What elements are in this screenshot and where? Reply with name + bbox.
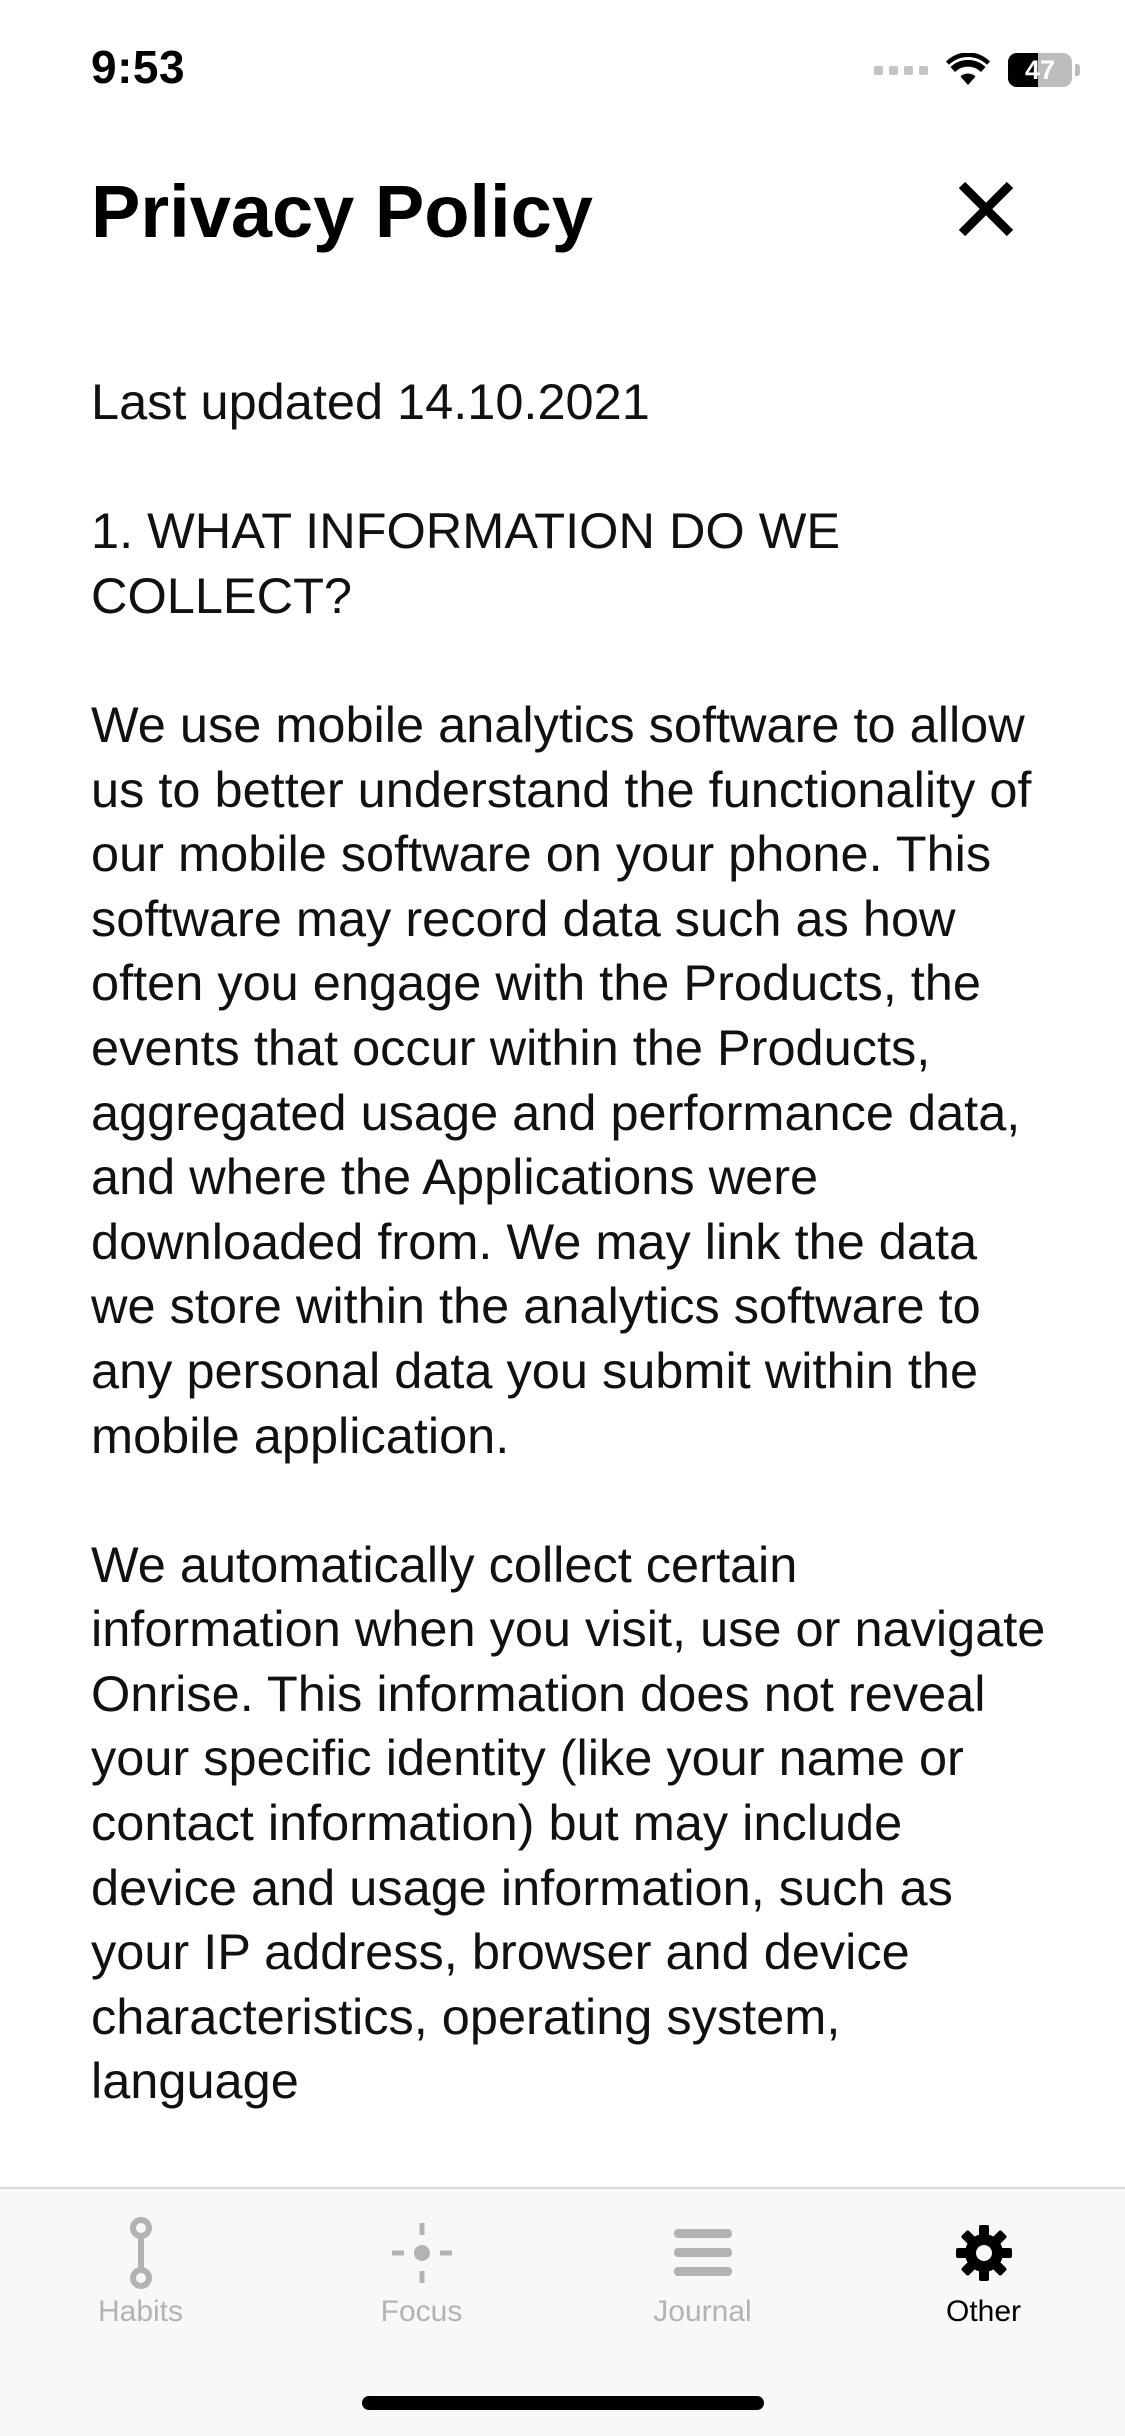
status-icons (874, 50, 1080, 90)
battery-level: 47 (1024, 54, 1056, 85)
policy-paragraph: We automatically collect certain information when you visit, use or navigate Onrise. This information does not reveal your specific identity (like your name or contact information) but may include device and usage information, such as your IP address, browser and device characteristics, operating system, language (91, 1535, 1046, 2110)
journal-icon (667, 2217, 739, 2289)
policy-paragraph: We use mobile analytics software to allow us to better understand the functionality of our mobile software on your phone. This software may record data such as how often you engage with the Products, the events that occur within the Products, aggregated usage and performance data, and where the Applications were downloaded from. We may link the data we store within the analytics software to any personal data you submit within the mobile application. (91, 695, 1032, 1464)
policy-content[interactable] (91, 370, 1051, 2170)
last-updated: Last updated 14.10.2021 (91, 373, 650, 430)
tab-other[interactable] (843, 2189, 1124, 2349)
wifi-icon (946, 53, 990, 87)
tab-label: Journal (653, 2295, 752, 2328)
cellular-signal-icon (874, 66, 928, 75)
page-title: Privacy Policy (91, 170, 593, 253)
battery-cap (1075, 64, 1080, 76)
section-heading: 1. WHAT INFORMATION DO WE COLLECT? (91, 502, 841, 624)
tab-journal[interactable] (562, 2189, 843, 2349)
tab-label: Other (945, 2295, 1022, 2328)
habits-icon (105, 2217, 177, 2289)
battery-icon (1008, 53, 1072, 87)
tab-habits[interactable] (0, 2189, 281, 2349)
close-icon (956, 179, 1016, 239)
focus-icon (386, 2217, 458, 2289)
tab-focus[interactable] (281, 2189, 562, 2349)
tab-label: Habits (97, 2295, 184, 2328)
status-bar (0, 0, 1125, 140)
status-time: 9:53 (91, 41, 186, 93)
home-indicator[interactable] (362, 2396, 764, 2410)
gear-icon (948, 2217, 1020, 2289)
close-button[interactable] (952, 175, 1020, 243)
tab-label: Focus (380, 2295, 463, 2328)
